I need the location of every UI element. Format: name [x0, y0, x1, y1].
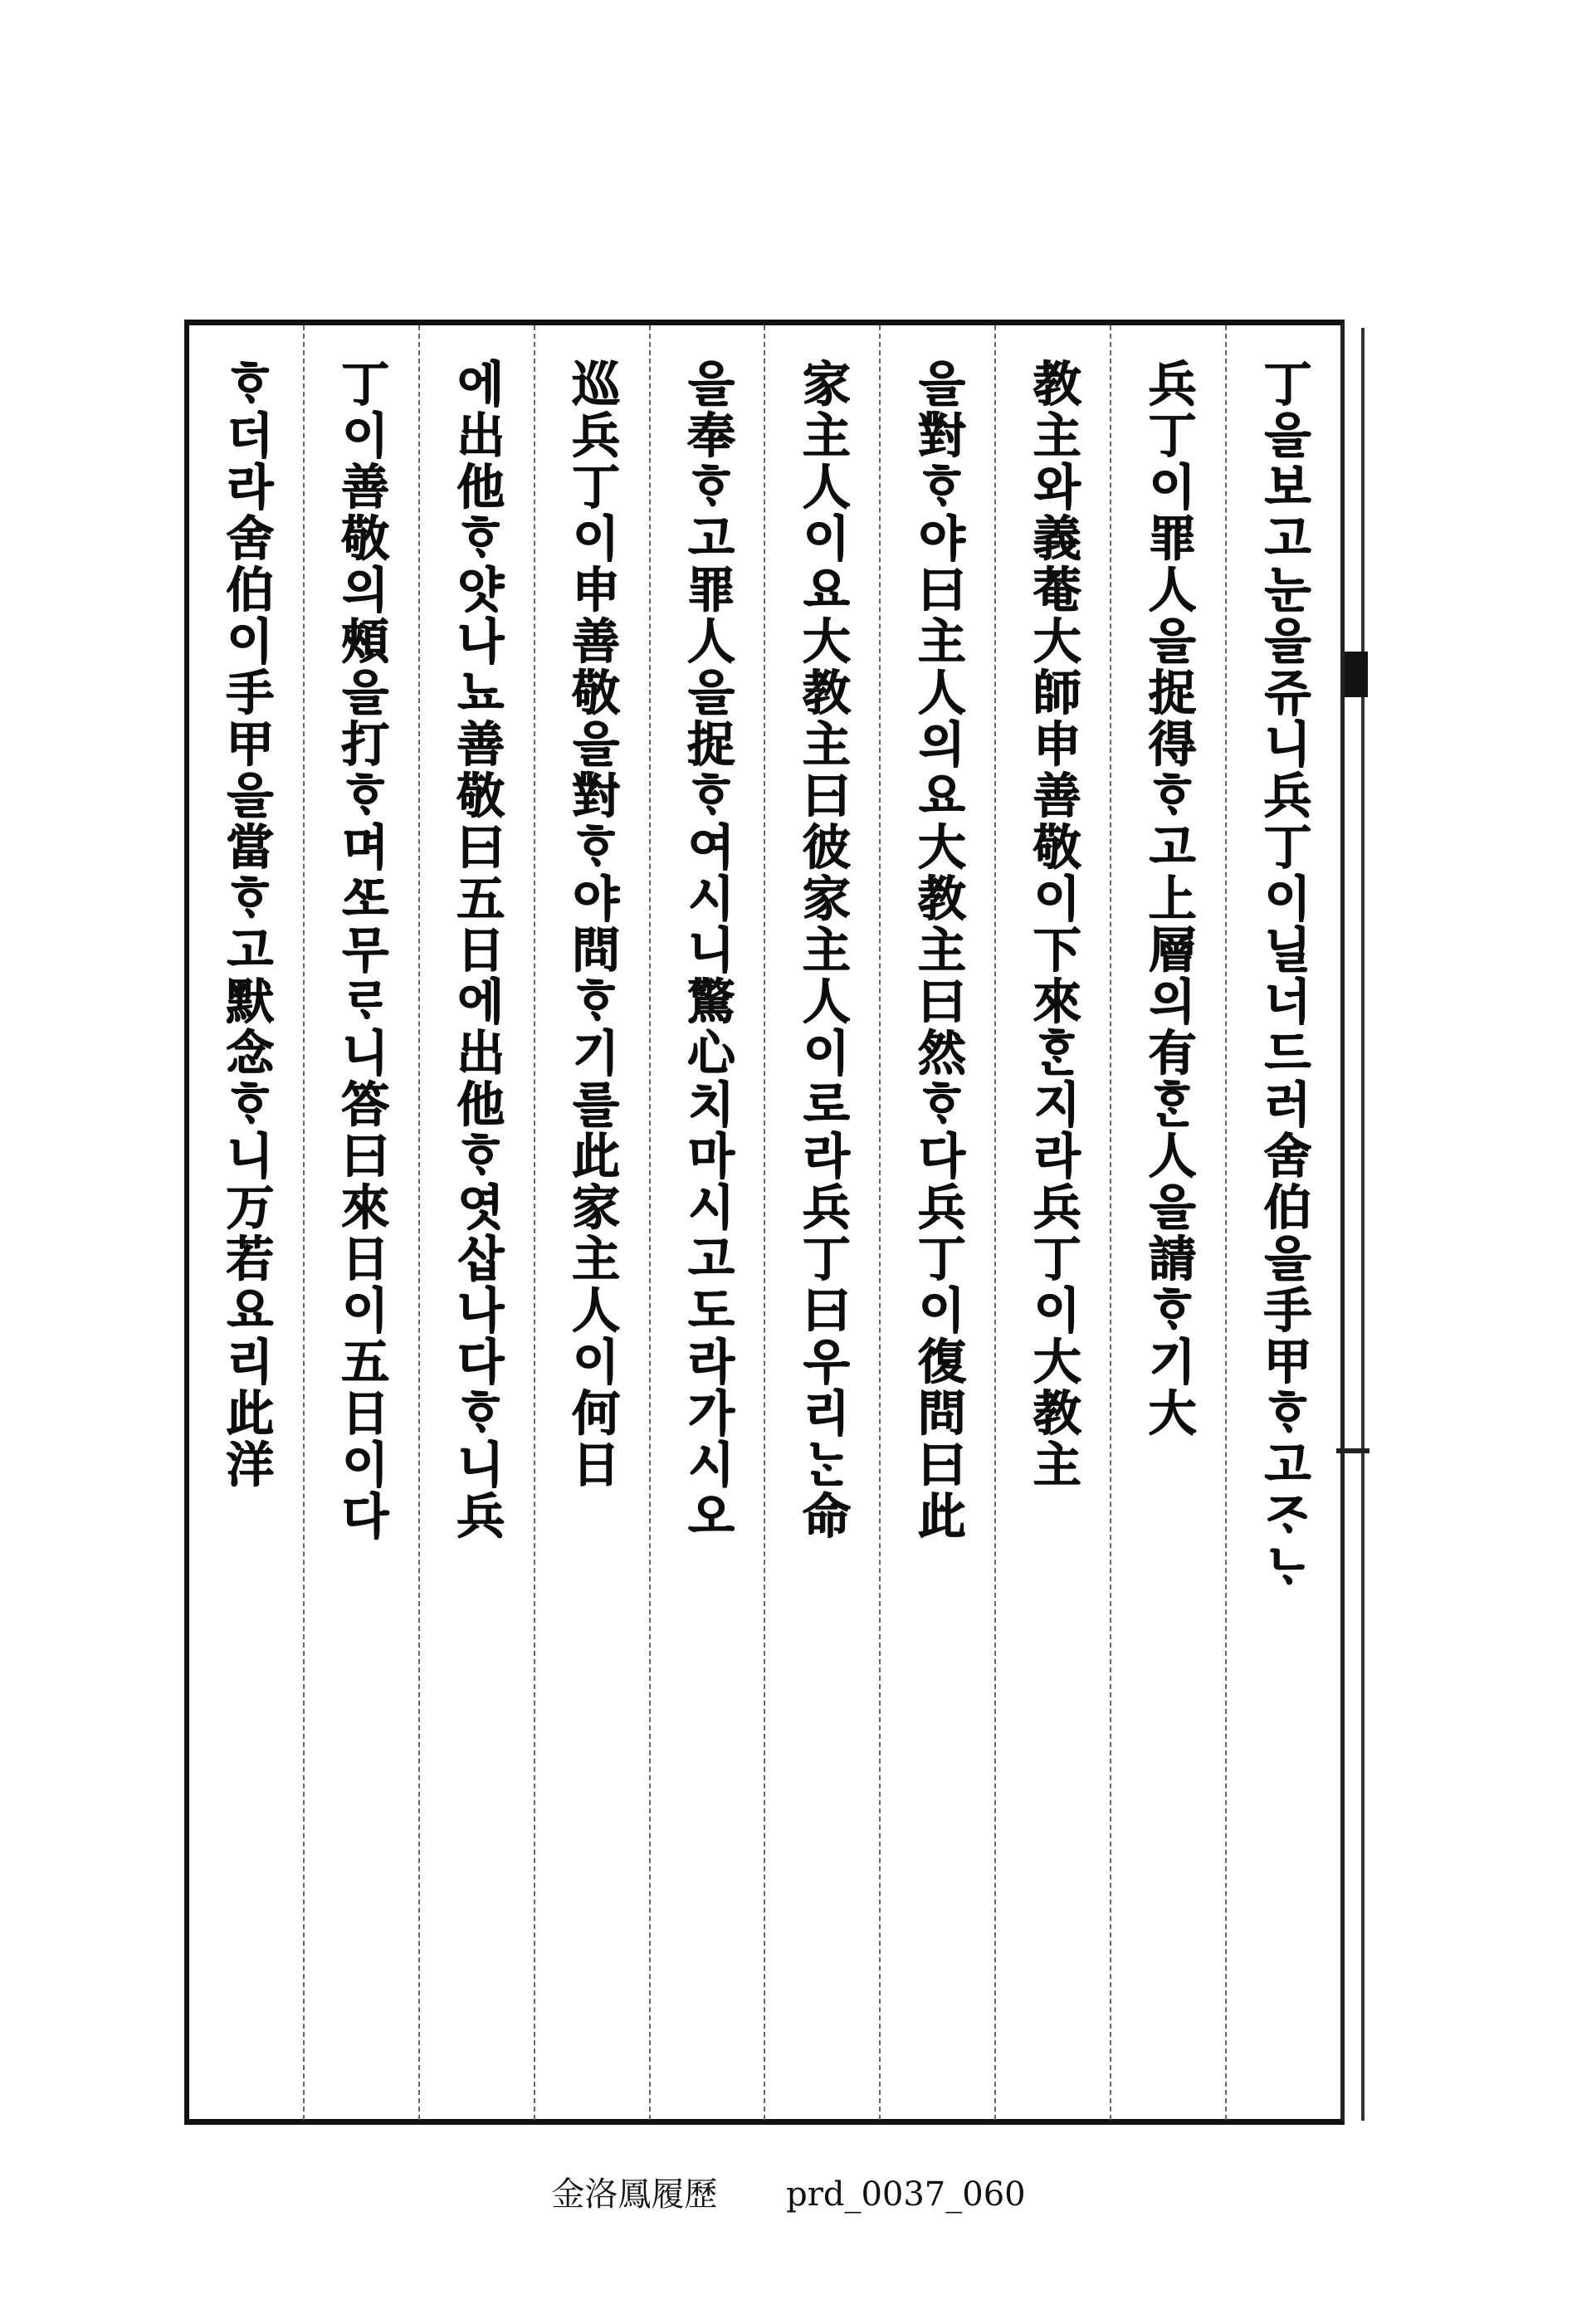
text-column-5 [764, 325, 879, 2120]
text-column-8 [418, 325, 534, 2120]
text-column-9 [303, 325, 418, 2120]
column-text: ᄒᆞ더라舍伯이手甲을當ᄒᆞ고默念ᄒᆞ니万若요리此洋 [217, 359, 275, 1491]
column-text: 에出他ᄒᆞ얏나뇨善敬曰五日에出他ᄒᆞ엿삽나다ᄒᆞ니兵 [448, 359, 505, 1542]
column-text: 丁을보고눈을쥬니兵丁이닐너드러舍伯을手甲ᄒᆞ고ᄌᆞᄂᆞ [1255, 359, 1312, 1594]
column-text: 을奉ᄒᆞ고罪人을捉ᄒᆞ여시니驚心치마시고도라가시오 [679, 359, 736, 1542]
caption-page-id: prd_0037_060 [786, 2175, 1026, 2214]
text-column-7 [534, 325, 649, 2120]
text-column-6 [649, 325, 764, 2120]
caption-title: 金洛鳳履歷 [551, 2175, 718, 2214]
column-text: 教主와義菴大師申善敬이下來ᄒᆞᆫ지라兵丁이大教主 [1024, 359, 1081, 1491]
page-caption [0, 2168, 1577, 2215]
page-edge-tab [1345, 652, 1368, 697]
column-text: 을對ᄒᆞ야曰主人의요大教主曰然ᄒᆞ다兵丁이復問曰此 [909, 359, 966, 1542]
text-column-4 [879, 325, 994, 2120]
column-text: 巡兵丁이申善敬을對ᄒᆞ야問ᄒᆞ기를此家主人이何日 [564, 359, 621, 1491]
text-column-2 [1110, 325, 1225, 2120]
manuscript-text-columns [189, 325, 1340, 2120]
page-edge-mark [1336, 1448, 1370, 1453]
text-column-1 [1225, 325, 1340, 2120]
column-text: 家主人이요大教主曰彼家主人이로라兵丁曰우리ᄂᆞᆫ命 [793, 359, 851, 1542]
column-text: 兵丁이罪人을捉得ᄒᆞ고上層의有ᄒᆞᆫ人을請ᄒᆞ기大 [1140, 359, 1197, 1439]
text-column-10 [189, 325, 303, 2120]
column-text: 丁이善敬의頰을打ᄒᆞ며ᄯᅩ무ᄅᆞ니答曰來日이五日이다 [333, 359, 390, 1542]
text-column-3 [994, 325, 1110, 2120]
page-edge-line [1361, 328, 1365, 2121]
